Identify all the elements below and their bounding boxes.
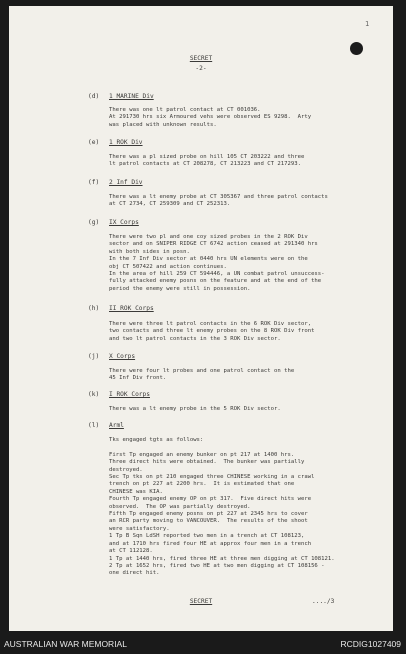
section-title: X Corps: [109, 353, 136, 360]
section-text: There was a lt enemy probe at CT 305367 and three patrol contacts at CT 2734, CT 259309 and CT 252313.: [109, 194, 328, 208]
archive-name: AUSTRALIAN WAR MEMORIAL: [4, 639, 127, 649]
corner-mark: 1: [365, 20, 370, 28]
section-label: (d): [88, 93, 100, 100]
section-title: I ROK Corps: [109, 391, 150, 398]
section-label: (j): [88, 353, 100, 360]
archive-record-id: RCDIG1027409: [340, 639, 401, 649]
section-label: (l): [88, 422, 100, 429]
section-title: Arml: [109, 422, 124, 429]
header-classification: SECRET: [189, 55, 213, 62]
section-label: (g): [88, 219, 100, 226]
section-text: There were two pl and one coy sized probes in the 2 ROK Div sector and on SNIPER RIDGE CT 6742 action ceased at 291340 hrs with both sides in posn. In the 7 Inf Div sector at 0440 hrs UN elements were on the obj CT 507422 and action continues. In the area of hill 259 CT 594446, a UN combat patrol unsuccess- fully attacked enemy posns on the feature and at the end of the period the enemy were still in possession.: [109, 234, 325, 292]
section-title: II ROK Corps: [109, 305, 154, 312]
section-label: (k): [88, 391, 100, 398]
section-label: (h): [88, 305, 100, 312]
section-text: There were three lt patrol contacts in the 6 ROK Div sector, two contacts and three lt enemy probes on the 8 ROK Div front and two lt patrol contacts in the 3 ROK Div sector.: [109, 321, 315, 342]
section-text: Tks engaged tgts as follows: First Tp engaged an enemy bunker on pt 217 at 1400 hrs. Three direct hits were obtained. The bunker was partially destroyed. Sec Tp tks on pt 210 engaged three CHINESE working in a crawl trench on pt 227 at 2200 hrs. It is estimated that one CHINESE was KIA. Fourth Tp engaged enemy OP on pt 317. Five direct hits were observed. The OP was partially destroyed. Fifth Tp engaged enemy posns on pt 227 at 2345 hrs to cover an RCR party moving to VANCOUVER. The results of the shoot were satisfactory. 1 Tp B Sqn LdSH reported two men in a trench at CT 108123, and at 1710 hrs fired four HE at approx four men in a trench at CT 112128. 1 Tp at 1440 hrs, fired three HE at three men digging at CT 108121. 2 Tp at 1652 hrs, fired two HE at two men digging at CT 108156 - one direct hit.: [109, 437, 335, 577]
page-number-marker: -2-: [195, 65, 207, 72]
section-text: There was one lt patrol contact at CT 001036. At 291730 hrs six Armoured vehs were observed ES 9298. Arty was placed with unknown results.: [109, 107, 312, 128]
section-title: IX Corps: [109, 219, 139, 226]
section-text: There were four lt probes and one patrol contact on the 45 Inf Div front.: [109, 368, 295, 382]
footer-classification: SECRET: [189, 598, 213, 605]
section-title: 1 ROK Div: [109, 139, 143, 146]
document-page: [9, 6, 393, 631]
section-title: 1 MARINE Div: [109, 93, 154, 100]
section-label: (e): [88, 139, 100, 146]
section-text: There was a lt enemy probe in the 5 ROK Div sector.: [109, 406, 281, 412]
section-text: There was a pl sized probe on hill 105 CT 203222 and three lt patrol contacts at CT 208278, CT 213223 and CT 217293.: [109, 154, 305, 168]
archive-bar: [0, 631, 406, 654]
section-title: 2 Inf Div: [109, 179, 143, 186]
continuation-marker: ..../3: [312, 598, 335, 605]
section-label: (f): [88, 179, 100, 186]
punch-hole: [350, 42, 363, 55]
